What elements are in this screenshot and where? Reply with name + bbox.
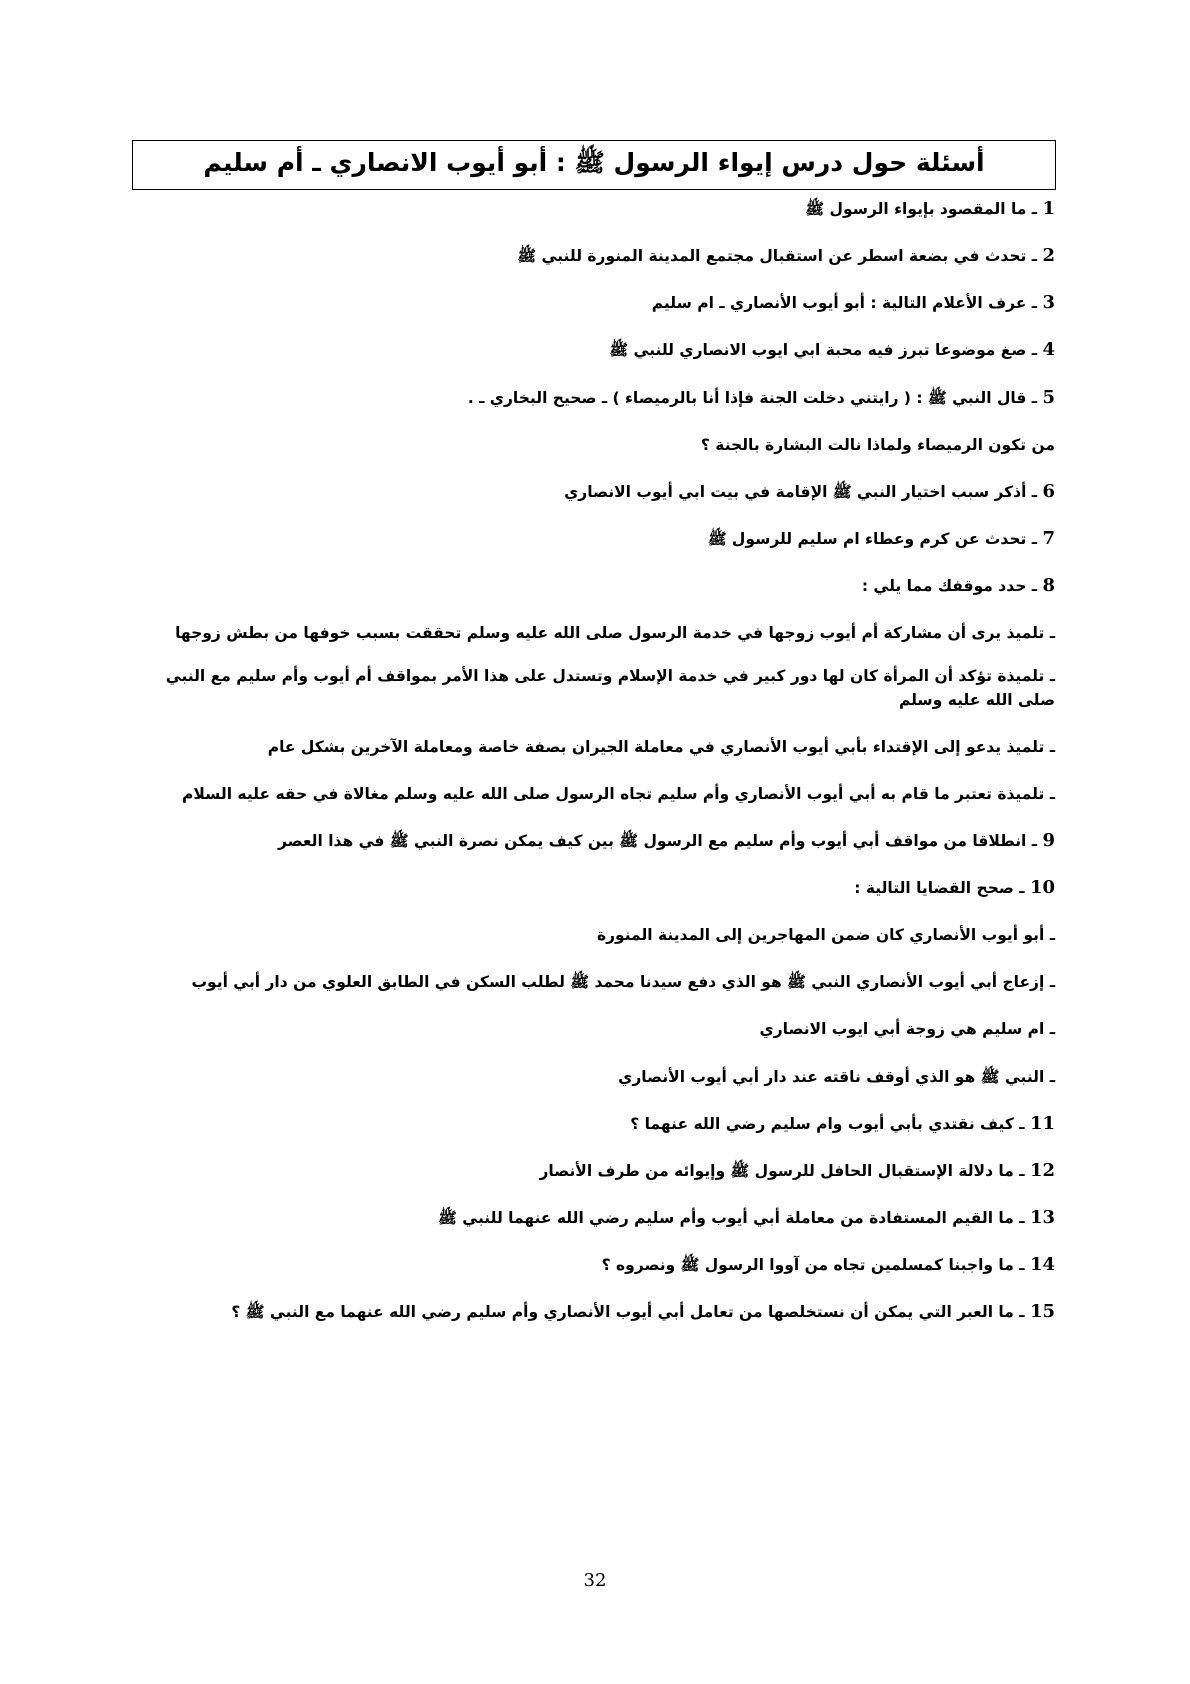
question-number: 9 bbox=[1042, 830, 1055, 851]
question-number: 6 bbox=[1042, 481, 1055, 502]
statement-text: ـ تلميذ يدعو إلى الإقتداء بأبي أيوب الأنصاري في معاملة الجيران بصفة خاصة ومعاملة الآخرين بشكل عام bbox=[267, 738, 1055, 756]
question-number: 5 bbox=[1042, 387, 1055, 408]
question-number: 15 bbox=[1029, 1301, 1055, 1322]
question-number: 1 bbox=[1042, 198, 1055, 219]
question-text: ـ كيف نقتدي بأبي أيوب وام سليم رضي الله عنهما ؟ bbox=[630, 1115, 1030, 1133]
question-11 bbox=[630, 1113, 1055, 1135]
question-number: 14 bbox=[1029, 1254, 1055, 1275]
question-5-followup bbox=[701, 434, 1055, 456]
statement-10c bbox=[760, 1018, 1056, 1040]
question-6 bbox=[564, 481, 1055, 503]
question-text: ـ قال النبي ﷺ : ( رايتني دخلت الجنة فإذا أنا بالرميصاء ) ـ صحيح البخاري ـ . bbox=[467, 389, 1043, 407]
question-text: ـ ما واجبنا كمسلمين تجاه من آووا الرسول ﷺ ونصروه ؟ bbox=[601, 1256, 1030, 1274]
question-text: ـ ما دلالة الإستقبال الحافل للرسول ﷺ وإيوائه من طرف الأنصار bbox=[539, 1162, 1030, 1180]
statement-10d bbox=[618, 1066, 1055, 1088]
statement-text: ـ تلميذة تؤكد أن المرأة كان لها دور كبير في خدمة الإسلام وتستدل على هذا الأمر بمواقف أم أيوب وأم سليم مع النبي صلى الله عليه وسلم bbox=[165, 667, 1055, 709]
statement-text: ـ ام سليم هي زوجة أبي ايوب الانصاري bbox=[759, 1020, 1055, 1038]
question-text: ـ صحح القضايا التالية : bbox=[854, 879, 1030, 897]
statement-8d bbox=[182, 783, 1055, 805]
question-13 bbox=[438, 1207, 1055, 1229]
title-box bbox=[132, 140, 1056, 190]
statement-10a bbox=[597, 924, 1055, 946]
question-14 bbox=[602, 1254, 1055, 1276]
statement-8c bbox=[268, 736, 1055, 758]
question-1 bbox=[805, 198, 1055, 220]
statement-text: ـ النبي ﷺ هو الذي أوقف ناقته عند دار أبي أيوب الأنصاري bbox=[618, 1068, 1055, 1086]
statement-text: ـ إزعاج أبي أيوب الأنصاري النبي ﷺ هو الذي دفع سيدنا محمد ﷺ لطلب السكن في الطابق العلوي من دار أبي أيوب bbox=[191, 973, 1055, 991]
question-12 bbox=[539, 1160, 1055, 1182]
question-text: ـ تحدث عن كرم وعطاء ام سليم للرسول ﷺ bbox=[707, 530, 1043, 548]
question-2 bbox=[517, 245, 1055, 267]
statement-text: ـ تلميذ يرى أن مشاركة أم أيوب زوجها في خدمة الرسول صلى الله عليه وسلم تحققت بسبب خوفها من بطش زوجها bbox=[175, 624, 1055, 642]
statement-text: ـ تلميذة تعتبر ما قام به أبي أيوب الأنصاري وأم سليم تجاه الرسول صلى الله عليه وسلم مغالاة في حقه عليه السلام bbox=[181, 785, 1055, 803]
question-8 bbox=[862, 575, 1055, 597]
question-text: ـ انطلاقا من مواقف أبي أيوب وأم سليم مع الرسول ﷺ بين كيف يمكن نصرة النبي ﷺ في هذا العصر bbox=[278, 832, 1043, 850]
question-number: 11 bbox=[1029, 1113, 1055, 1134]
question-number: 8 bbox=[1042, 575, 1055, 596]
question-text: ـ ما القيم المستفادة من معاملة أبي أيوب وأم سليم رضي الله عنهما للنبي ﷺ bbox=[438, 1209, 1030, 1227]
question-15 bbox=[231, 1301, 1055, 1323]
statement-8a bbox=[175, 622, 1055, 644]
question-7 bbox=[708, 528, 1055, 550]
question-text: ـ حدد موقفك مما يلي : bbox=[861, 577, 1043, 595]
question-number: 4 bbox=[1042, 339, 1055, 360]
question-text: ـ صغ موضوعا تبرز فيه محبة ابي ايوب الانصاري للنبي ﷺ bbox=[609, 341, 1043, 359]
question-text: ـ ما المقصود بإيواء الرسول ﷺ bbox=[805, 200, 1043, 218]
question-text: ـ ما العبر التي يمكن أن نستخلصها من تعامل أبي أيوب الأنصاري وأم سليم رضي الله عنهما مع النبي ﷺ ؟ bbox=[231, 1303, 1030, 1321]
statement-10b bbox=[191, 971, 1055, 993]
statement-8b bbox=[143, 664, 1055, 712]
question-4 bbox=[609, 339, 1055, 361]
question-5 bbox=[468, 387, 1055, 409]
question-text: ـ عرف الأعلام التالية : أبو أيوب الأنصاري ـ ام سليم bbox=[651, 294, 1043, 312]
question-number: 7 bbox=[1042, 528, 1055, 549]
page-title: أسئلة حول درس إيواء الرسول ﷺ : أبو أيوب الانصاري ـ أم سليم bbox=[203, 147, 985, 177]
question-3 bbox=[652, 292, 1055, 314]
question-number: 13 bbox=[1029, 1207, 1055, 1228]
question-text: ـ تحدث في بضعة اسطر عن استقبال مجتمع المدينة المنورة للنبي ﷺ bbox=[517, 247, 1043, 265]
question-9 bbox=[278, 830, 1055, 852]
question-text: ـ أذكر سبب اختيار النبي ﷺ الإقامة في بيت ابي أيوب الانصاري bbox=[564, 483, 1043, 501]
question-number: 2 bbox=[1042, 245, 1055, 266]
question-number: 12 bbox=[1029, 1160, 1055, 1181]
question-number: 10 bbox=[1029, 877, 1055, 898]
statement-text: ـ أبو أيوب الأنصاري كان ضمن المهاجرين إلى المدينة المنورة bbox=[596, 926, 1055, 944]
question-number: 3 bbox=[1042, 292, 1055, 313]
question-text: من تكون الرميصاء ولماذا نالت البشارة بالجنة ؟ bbox=[700, 436, 1055, 454]
page-number: 32 bbox=[583, 1570, 607, 1591]
question-10 bbox=[854, 877, 1055, 899]
